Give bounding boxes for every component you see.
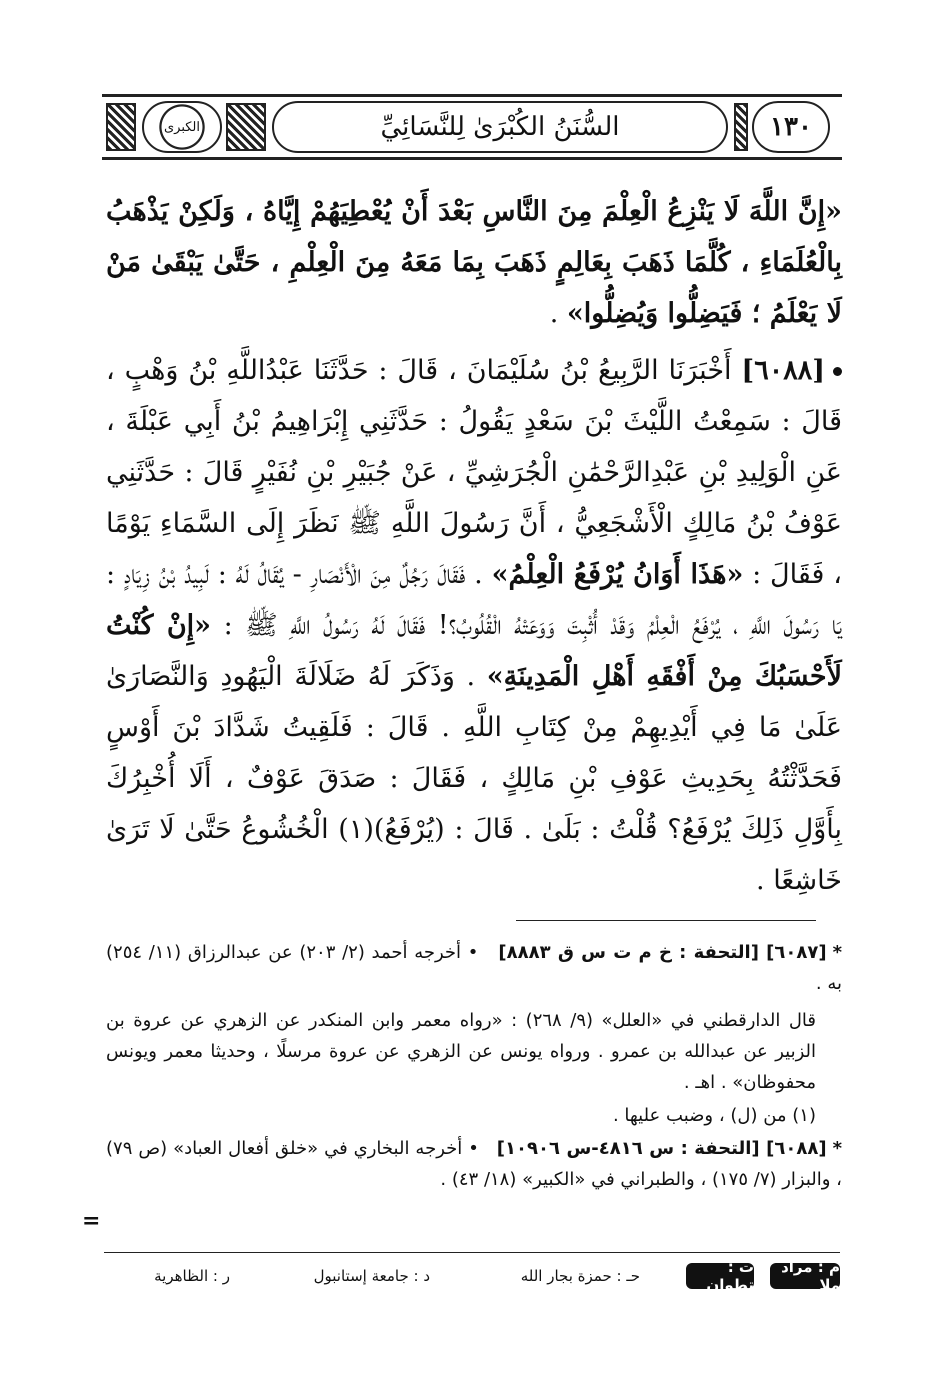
hadith-text-c: . وَذَكَرَ لَهُ ضَلَالَةَ الْيَهُودِ وَالنَّصَارَىٰ عَلَىٰ مَا فِي أَيْدِيهِمْ مِنْ كِتَابِ اللَّهِ . قَالَ : فَلَقِيتُ شَدَّادَ بْنَ أَوْسٍ فَحَدَّثْتُهُ بِحَدِيثِ عَوْفِ بْنِ مَالِكٍ ، فَقَالَ : صَدَقَ عَوْفٌ ، أَلَا أُخْبِرُكَ بِأَوَّلِ ذَلِكَ يُرْفَعُ؟ قُلْتُ : بَلَىٰ . قَالَ : (يُرْفَعُ)(١) الْخُشُوعُ حَتَّىٰ لَا تَرَىٰ خَاشِعًا .	[106, 661, 843, 896]
footnote-6087	[106, 937, 842, 999]
page-number: ١٣٠	[770, 112, 812, 142]
star-icon: *	[832, 942, 842, 963]
footnote-6088-head: [٦٠٨٨] [التحفة : س ٤٨١٦-س ١٠٩٠٦]	[496, 1138, 827, 1159]
footnote-6087-head: [٦٠٨٧] [التحفة : خ م ت س ق ٨٨٨٣]	[498, 942, 827, 963]
emblem-text: الكبرى	[163, 119, 201, 135]
continuation-mark: =	[82, 1208, 101, 1234]
page-header	[102, 94, 842, 160]
hadith-chain: أَخْبَرَنَا الرَّبِيعُ بْنُ سُلَيْمَانَ ، قَالَ : حَدَّثَنَا عَبْدُاللَّهِ بْنُ وَهْبٍ ، قَالَ : سَمِعْتُ اللَّيْثَ بْنَ سَعْدٍ يَقُولُ : حَدَّثَنِي إِبْرَاهِيمُ بْنُ أَبِي عَبْلَةَ ، عَنِ الْوَلِيدِ بْنِ عَبْدِالرَّحْمَٰنِ الْجُرَشِيِّ ، عَنْ جُبَيْرِ بْنِ نُفَيْرٍ قَالَ : حَدَّثَنِي عَوْفُ بْنُ مَالِكٍ الْأَشْجَعِيُّ ، أَنَّ رَسُولَ اللَّهِ ﷺ نَظَرَ إِلَى السَّمَاءِ يَوْمًا ، فَقَالَ :	[106, 355, 842, 590]
siglum-m: م : مراد ملا	[770, 1263, 840, 1289]
footnote-6087-text: • أخرجه أحمد (٢/ ٢٠٣) عن عبدالرزاق (١١/ ٢٥٤) به .	[106, 942, 842, 994]
title-cartouche	[272, 101, 728, 153]
siglum-r: ر : الظاهرية	[154, 1267, 230, 1285]
siglum-t: ت : تطوان	[686, 1263, 754, 1289]
prophetic-saying: «إِنَّ اللَّهَ لَا يَنْزِعُ الْعِلْمَ مِنَ النَّاسِ بَعْدَ أَنْ يُعْطِيَهُمْ إِيَّاهُ ، وَلَكِنْ يَذْهَبُ بِالْعُلَمَاءِ ، كُلَّمَا ذَهَبَ بِعَالِمٍ ذَهَبَ بِمَا مَعَهُ مِنَ الْعِلْمِ ، حَتَّىٰ يَبْقَىٰ مَنْ لَا يَعْلَمُ ؛ فَيَضِلُّوا وَيُضِلُّوا»	[106, 196, 842, 329]
book-title: السُّنَنُ الكُبْرَىٰ لِلنَّسَائِيِّ	[380, 112, 620, 142]
siglum-d: د : جامعة إستانبول	[313, 1267, 430, 1285]
ornament-left	[106, 103, 136, 151]
paragraph-hadith-6088	[106, 345, 842, 906]
page-number-cartouche	[752, 101, 830, 153]
prophetic-quote-2: «إِنْ كُنْتُ لَأَحْسَبُكَ مِنْ أَفْقَهِ أَهْلِ الْمَدِينَةِ»	[106, 610, 842, 692]
footnote-6088	[106, 1133, 842, 1195]
para-end: .	[549, 298, 567, 329]
hadith-number: [٦٠٨٨]	[741, 355, 825, 386]
ornament-mid-left	[226, 103, 266, 151]
hadith-text-b: . فَقَالَ رَجُلٌ مِنَ الْأَنْصَارِ - يُقَالُ لَهُ : لَبِيدُ بْنُ زِيَادٍ : يَا رَسُولَ اللَّهِ ، يُرْفَعُ الْعِلْمُ وَقَدْ أُثْبِتَ وَوَعَتْهُ الْقُلُوبُ؟! فَقَالَ لَهُ رَسُولُ اللَّهِ ﷺ :	[106, 559, 842, 641]
footnote-6087-note: قال الدارقطني في «العلل» (٩/ ٢٦٨) : «رواه معمر وابن المنكدر عن الزهري عن عروة بن الزبير عن عبدالله بن عمرو . ورواه يونس عن الزهري عن عروة مرسلًا ، وحديثا معمر ويونس محفوظان» . اهـ .	[106, 1010, 816, 1093]
main-text	[106, 186, 842, 906]
page-footer	[104, 1252, 840, 1294]
ornament-mid-right	[734, 103, 748, 151]
footnote-1: (١) من (ل) ، وضبب عليها .	[612, 1105, 816, 1126]
footnote-6088-text: • أخرجه البخاري في «خلق أفعال العباد» (ص ٧٩) ، والبزار (٧/ ١٧٥) ، والطبراني في «الكبير» (١٨/ ٤٣) .	[106, 1138, 842, 1190]
footnote-divider	[516, 920, 816, 921]
siglum-h: حـ : حمزة بجار الله	[520, 1267, 640, 1285]
prophetic-quote-1: «هَذَا أَوَانُ يُرْفَعُ الْعِلْمُ»	[491, 559, 744, 590]
star-icon: *	[832, 1138, 842, 1159]
book-emblem	[142, 101, 222, 153]
bullet-icon	[833, 367, 842, 376]
paragraph-hadith-6087-end	[106, 186, 842, 339]
footnotes	[106, 937, 842, 1195]
